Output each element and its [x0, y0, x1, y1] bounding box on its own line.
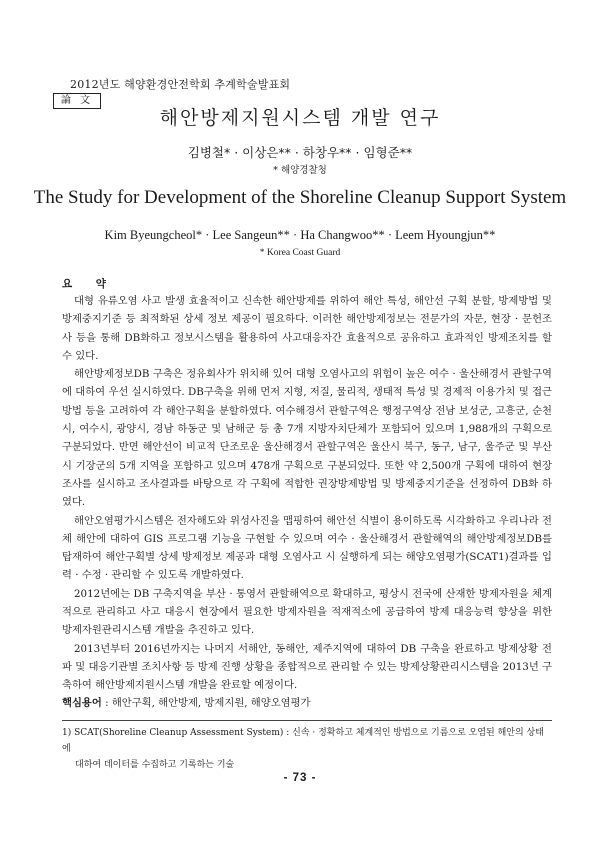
footnote-line-1: 1) SCAT(Shoreline Cleanup Assessment System) : 신속 · 정확하고 체계적인 방법으로 기름으로 오염된 해안의 상태에 — [62, 728, 544, 754]
page-number: - 73 - — [283, 772, 317, 784]
english-authors: Kim Byeungcheol* · Lee Sangeun** · Ha Changwoo** · Leem Hyoungjun** — [104, 228, 496, 242]
english-affiliation: * Korea Coast Guard — [259, 248, 341, 258]
footnote — [62, 725, 552, 773]
korean-title: 해안방제지원시스템 개발 연구 — [159, 107, 441, 129]
abstract-paragraph-4: 2012년에는 DB 구축지역을 부산 · 통영서 관할해역으로 확대하고, 평상시 전국에 산재한 방제자원을 체계적으로 관리하고 사고 대응시 현장에서 필요한 방제자원을 적재적소에 공급하여 방제 대응능력 향상을 위한 방제자원관리시스템 개발을 추진하고 있다. — [62, 587, 552, 637]
footnote-divider — [62, 720, 552, 721]
korean-authors: 김병철* · 이상은** · 하창우** · 임형준** — [187, 145, 413, 160]
abstract-body — [62, 292, 552, 695]
article-type-badge: 論 文 — [53, 93, 101, 109]
keywords-label: 핵심용어 — [62, 697, 102, 709]
korean-affiliation: * 해양경찰청 — [273, 165, 327, 176]
keywords-text: 해안구획, 해안방제, 방제지원, 해양오염평가 — [111, 697, 311, 709]
abstract-paragraph-5: 2013년부터 2016년까지는 나머지 서해안, 동해안, 제주지역에 대하여 DB 구축을 완료하고 방제상황 전파 및 대응기관별 조치사항 등 방제 진행 상황을 종합적으로 관리할 수 있는 방제상황관리시스템을 2013년 구축하여 해안방제지원시스템 개발을 완료할 예정이다. — [62, 642, 552, 692]
keywords — [62, 694, 552, 709]
abstract-paragraph-2: 해안방제정보DB 구축은 정유회사가 위치해 있어 대형 오염사고의 위험이 높은 여수 · 울산해경서 관할구역에 대하여 우선 실시하였다. DB구축을 위해 먼저 지형, 저질, 물리적, 생태적 특성 및 경제적 이용가치 및 접근방법 등을 고려하여 각 해안구획을 분할하였다. 여수해경서 관할구역은 행정구역상 전남 보성군, 고흥군, 순천시, 여수시, 광양시, 경남 하동군 및 남해군 등 총 7개 지방자치단체가 포함되어 있으며 1,988개의 구획으로 구분되었다. 반면 해안선이 비교적 단조로운 울산해경서 관할구역은 울산시 북구, 동구, 남구, 울주군 및 부산시 기장군의 5개 지역을 포함하고 있으며 478개 구획으로 구분되었다. 또한 약 2,500개 구획에 대하여 현장조사를 실시하고 조사결과를 바탕으로 각 구획에 적합한 권장방제방법 및 방제중지기준을 선정하여 DB화 하였다. — [62, 368, 552, 509]
abstract-paragraph-3: 해안오염평가시스템은 전자해도와 위성사진을 맵핑하여 해안선 식별이 용이하도록 시각화하고 우리나라 전체 해안에 대하여 GIS 프로그램 기능을 구현할 수 있으며 여수 · 울산해경서 관할해역의 해안방제정보DB를 탑재하여 해안구획별 상세 방제정보 제공과 대형 오염사고 시 실행하게 되는 해양오염평가(SCAT1)결과를 입력 · 수정 · 관리할 수 있도록 개발하였다. — [62, 514, 552, 582]
conference-header: 2012년도 해양환경안전학회 추계학술발표회 — [70, 78, 291, 91]
footnote-line-2: 대하여 데이터를 수집하고 기록하는 기술 — [75, 760, 235, 770]
abstract-heading: 요 약 — [62, 278, 116, 290]
abstract-paragraph-1: 대형 유류오염 사고 발생 효율적이고 신속한 해안방제를 위하여 해안 특성, 해안선 구획 분할, 방제방법 및 방제중지기준 등 최적화된 상세 정보 제공이 필요하다. 이러한 해안방제정보는 전문가의 자문, 현장 · 문헌조사 등을 통해 DB화하고 정보시스템을 활용하여 사고대응자간 효율적으로 공유하고 효과적인 방제조치를 할 수 있다. — [62, 295, 552, 362]
english-title: The Study for Development of the Shoreline Cleanup Support System — [33, 187, 567, 208]
keywords-separator: : — [101, 697, 112, 709]
